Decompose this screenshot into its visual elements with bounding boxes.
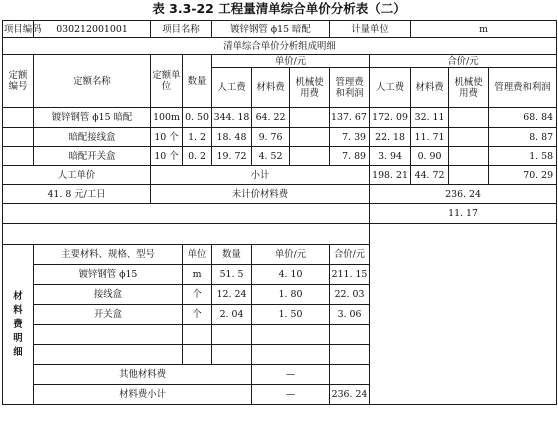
row-t-labor: 172. 09 [370,108,411,128]
mat-head-price: 单价/元 [252,245,330,265]
material-subtotal-total: 236. 24 [330,385,370,405]
mat-price: 1. 50 [252,305,330,325]
blank-block [370,224,557,405]
col-quota-unit: 定额单位 [151,55,183,108]
row-t-machine [449,108,489,128]
table-title: 表 3.3-22 工程量清单综合单价分析表（二） [152,1,406,16]
row-t-mgmt: 1. 58 [489,147,557,166]
row-t-machine [449,128,489,147]
col-t-machine: 机械使用费 [449,68,489,108]
mat-price: 1. 80 [252,285,330,305]
row-no [3,108,34,128]
row-name: 镀锌钢管 ϕ15 暗配 [34,108,151,128]
table-row [3,128,557,147]
col-u-material: 材料费 [252,68,290,108]
col-quota-name: 定额名称 [34,55,151,108]
row-name: 暗配开关盒 [34,147,151,166]
unit-price-row-label [3,204,370,224]
mat-qty: 2. 04 [212,305,252,325]
code-value: 030212001001 [34,21,151,38]
col-t-material: 材料费 [411,68,449,108]
row-t-labor: 22. 18 [370,128,411,147]
col-u-mgmt: 管理费和利润 [330,68,370,108]
unit-price-row-value: 11. 17 [370,204,557,224]
section-title: 清单综合单价分析组成明细 [3,38,557,55]
material-side-label: 材 料 费 明 细 [3,245,34,405]
row-u-mgmt: 137. 67 [330,108,370,128]
other-material-price: — [252,365,330,385]
subtotal-labor: 198. 21 [370,166,411,185]
unit-price-analysis-table [2,20,557,405]
col-quota-no: 定额编号 [3,55,34,108]
row-u-labor: 18. 48 [212,128,252,147]
row-qty: 0. 2 [183,147,212,166]
mat-head-total: 合价/元 [330,245,370,265]
mat-qty: 12. 24 [212,285,252,305]
col-u-machine: 机械使用费 [290,68,330,108]
unpriced-material-value: 236. 24 [370,185,557,204]
col-total-price: 合价/元 [370,55,557,68]
unit-label: 计量单位 [330,21,411,38]
unpriced-material-label: 未计价材料费 [151,185,370,204]
row-t-mgmt: 8. 87 [489,128,557,147]
row-u-material: 4. 52 [252,147,290,166]
material-subtotal-price: — [252,385,330,405]
mat-total: 3. 06 [330,305,370,325]
row-t-material: 11. 71 [411,128,449,147]
row-t-material: 32. 11 [411,108,449,128]
row-qty: 1. 2 [183,128,212,147]
name-label: 项目名称 [151,21,212,38]
row-t-material: 0. 90 [411,147,449,166]
row-unit: 10 个 [151,128,183,147]
mat-name: 开关盒 [34,305,183,325]
mat-unit: 个 [183,285,212,305]
subtotal-machine [449,166,489,185]
row-no [3,147,34,166]
row-u-mgmt: 7. 39 [330,128,370,147]
col-t-labor: 人工费 [370,68,411,108]
subtotal-material: 44. 72 [411,166,449,185]
subtotal-mgmt: 70. 29 [489,166,557,185]
mat-name: 接线盒 [34,285,183,305]
row-unit: 100m [151,108,183,128]
table-row [3,147,557,166]
mat-total: 22. 03 [330,285,370,305]
mat-head-unit: 单位 [183,245,212,265]
col-unit-price: 单价/元 [212,55,370,68]
mat-name: 镀锌钢管 ϕ15 [34,265,183,285]
mat-head-name: 主要材料、规格、型号 [34,245,183,265]
table-row [3,108,557,128]
col-u-labor: 人工费 [212,68,252,108]
code-label: 项目编码 [3,21,34,38]
row-u-machine [290,128,330,147]
subtotal-label: 小计 [151,166,370,185]
name-value: 镀锌钢管 ϕ15 暗配 [212,21,330,38]
col-t-mgmt: 管理费和利润 [489,68,557,108]
unit-value: m [411,21,557,38]
other-material-label: 其他材料费 [34,365,252,385]
row-t-machine [449,147,489,166]
labor-price-value: 41. 8 元/工日 [3,185,151,204]
row-t-labor: 3. 94 [370,147,411,166]
row-u-mgmt: 7. 89 [330,147,370,166]
row-u-labor: 344. 18 [212,108,252,128]
row-name: 暗配接线盒 [34,128,151,147]
mat-qty: 51. 5 [212,265,252,285]
row-u-material: 64. 22 [252,108,290,128]
row-u-labor: 19. 72 [212,147,252,166]
row-u-machine [290,108,330,128]
row-unit: 10 个 [151,147,183,166]
col-qty: 数量 [183,55,212,108]
row-no [3,128,34,147]
row-u-material: 9. 76 [252,128,290,147]
row-u-machine [290,147,330,166]
other-material-total [330,365,370,385]
mat-unit: 个 [183,305,212,325]
mat-head-qty: 数量 [212,245,252,265]
mat-price: 4. 10 [252,265,330,285]
mat-unit: m [183,265,212,285]
row-qty: 0. 50 [183,108,212,128]
mat-total: 211. 15 [330,265,370,285]
blank-row [3,224,370,245]
material-subtotal-label: 材料费小计 [34,385,252,405]
row-t-mgmt: 68. 84 [489,108,557,128]
labor-price-label: 人工单价 [3,166,151,185]
